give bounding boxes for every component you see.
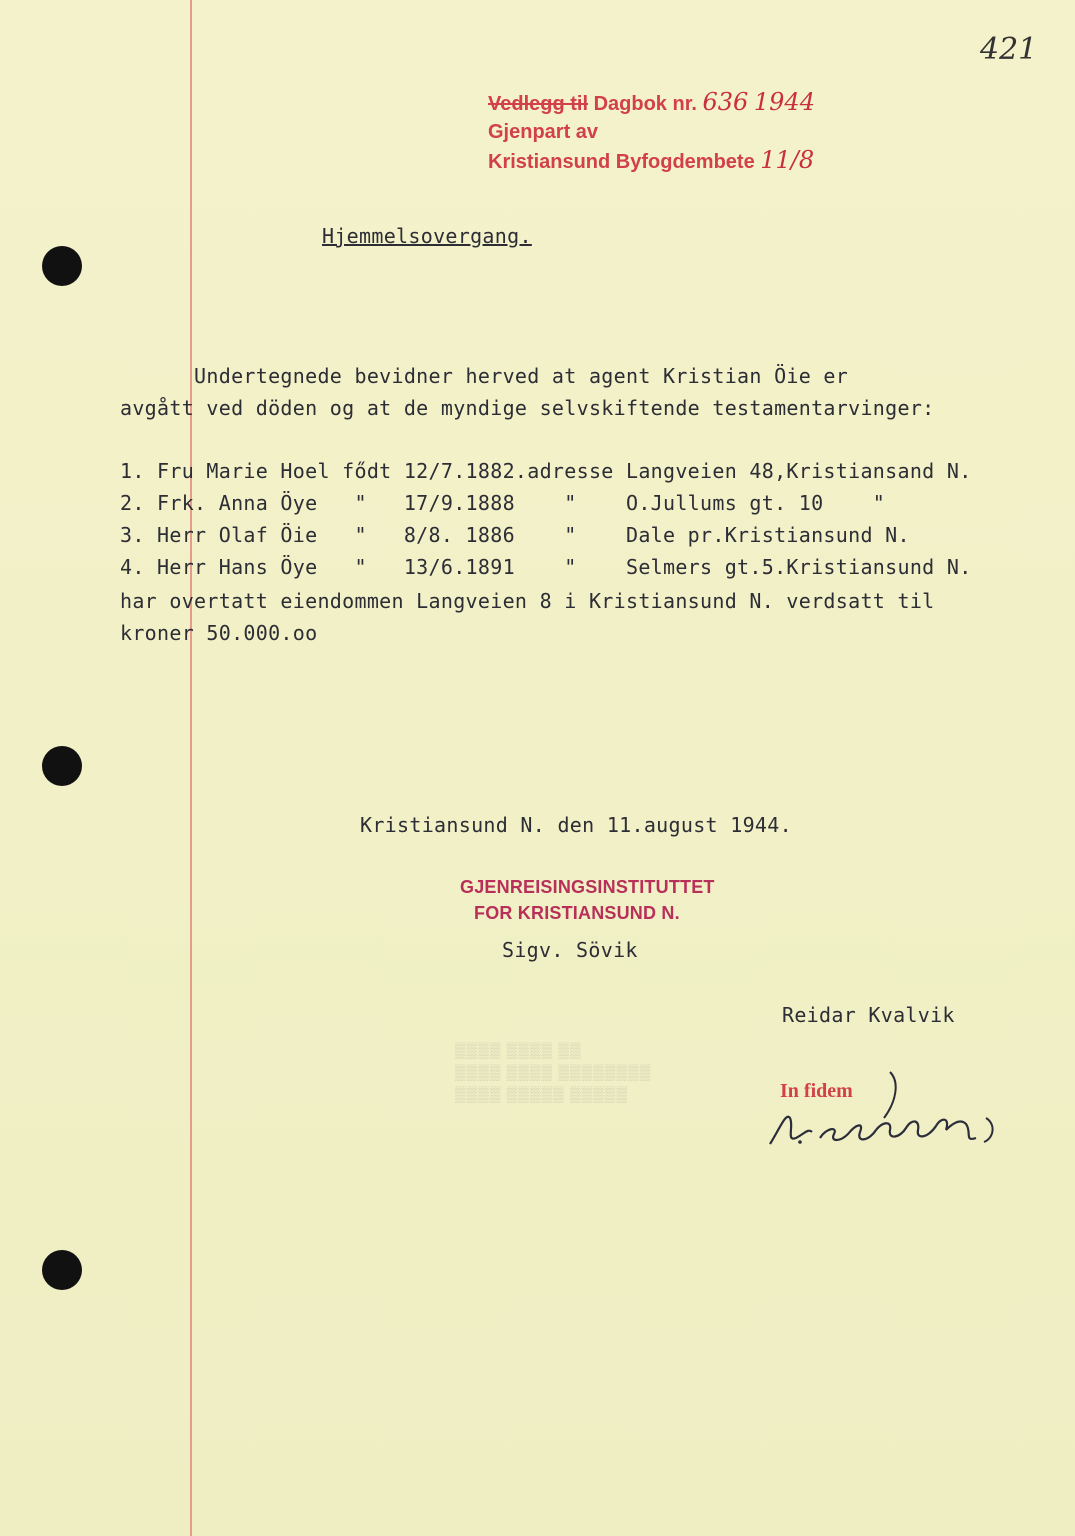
closing-line: har overtatt eiendommen Langveien 8 i Kristiansund N. verdsatt til <box>120 589 935 613</box>
signatory-name: Reidar Kvalvik <box>782 1003 955 1027</box>
punch-hole <box>42 1250 82 1290</box>
faded-stamp-ghost: ▒▒▒▒ ▒▒▒▒ ▒▒ ▒▒▒▒ ▒▒▒▒ ▒▒▒▒▒▒▒▒ ▒▒▒▒ ▒▒▒▒▒ ▒▒▒▒▒ <box>455 1042 652 1103</box>
stamp-struck-text: Vedlegg til <box>488 93 589 115</box>
punch-hole <box>42 246 82 286</box>
signatory-name: Sigv. Sövik <box>502 938 638 962</box>
heir-line: 3. Herr Olaf Öie " 8/8. 1886 " Dale pr.Kristiansund N. <box>120 523 910 547</box>
place-date: Kristiansund N. den 11.august 1944. <box>360 813 792 837</box>
handwritten-signature <box>760 1068 1020 1158</box>
heir-line: 4. Herr Hans Öye " 13/6.1891 " Selmers gt.5.Kristiansund N. <box>120 555 972 579</box>
punch-hole <box>42 746 82 786</box>
page-number: 421 <box>980 32 1038 67</box>
in-fidem-stamp: In fidem <box>780 1080 853 1102</box>
heir-line: 2. Frk. Anna Öye " 17/9.1888 " O.Jullums gt. 10 " <box>120 491 886 515</box>
closing-line: kroner 50.000.oo <box>120 621 318 645</box>
heir-line: 1. Fru Marie Hoel fődt 12/7.1882.adresse Langveien 48,Kristiansand N. <box>120 459 972 483</box>
dagbok-number: 636 <box>702 88 749 116</box>
institution-stamp <box>460 874 715 926</box>
stamp-date: 11/8 <box>760 146 815 174</box>
stamp-line-2: Gjenpart av <box>488 121 599 143</box>
intro-line: Undertegnede bevidner herved at agent Kristian Öie er <box>120 364 849 388</box>
registry-stamp <box>488 88 815 176</box>
institution-stamp-line: FOR KRISTIANSUND N. <box>474 903 680 923</box>
institution-stamp-line: GJENREISINGSINSTITUTTET <box>460 877 715 897</box>
intro-line: avgått ved döden og at de myndige selvskiftende testamentarvinger: <box>120 396 935 420</box>
dagbok-year: 1944 <box>753 88 815 116</box>
document-title: Hjemmelsovergang. <box>322 224 532 248</box>
stamp-office: Kristiansund Byfogdembete <box>488 151 755 173</box>
margin-rule <box>190 0 192 1536</box>
stamp-dagbok-label: Dagbok nr. <box>593 93 697 115</box>
